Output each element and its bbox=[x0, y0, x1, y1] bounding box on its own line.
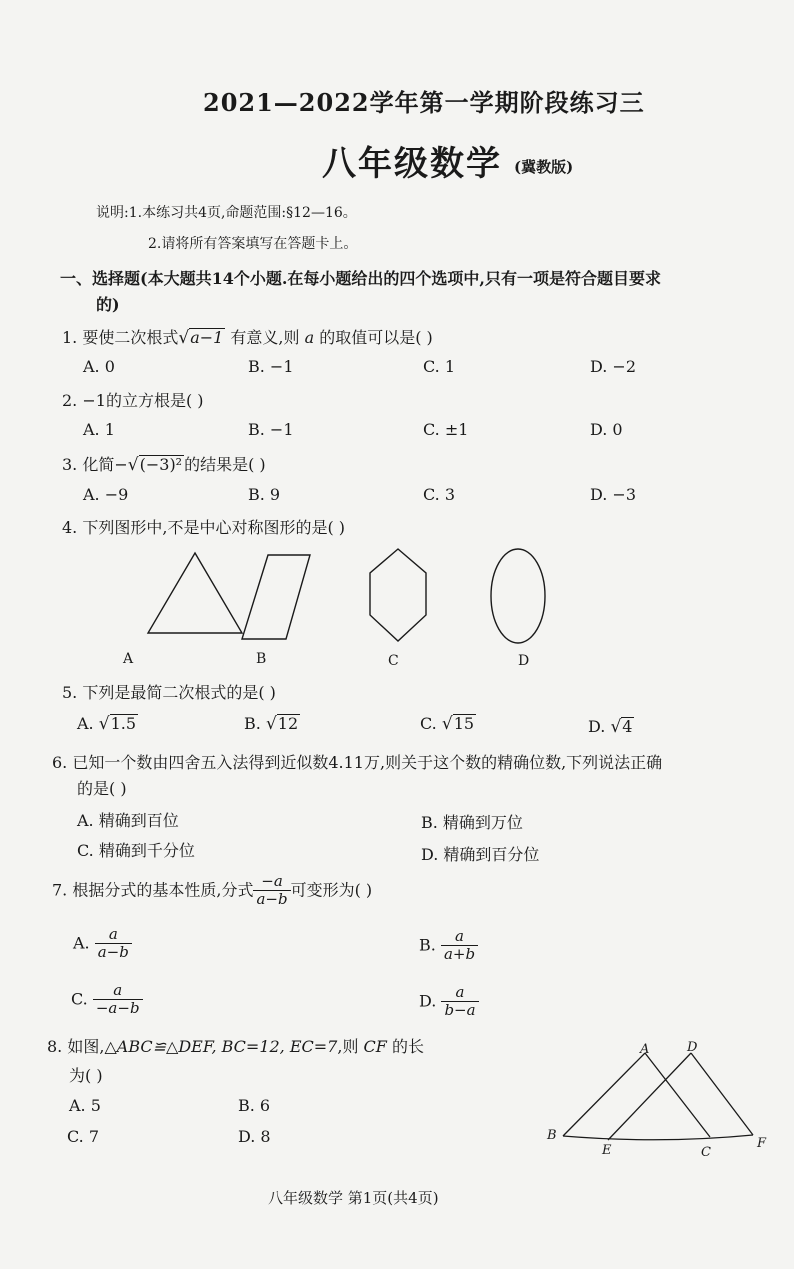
q5-option-a: A. √1.5 bbox=[77, 714, 137, 734]
q6-option-b: B. 精确到万位 bbox=[421, 813, 523, 832]
q3-option-d: D. −3 bbox=[590, 485, 637, 504]
q2-option-d: D. 0 bbox=[590, 420, 623, 439]
q4-label-a: A bbox=[123, 651, 134, 667]
q2-option-c: C. ±1 bbox=[423, 420, 469, 439]
label-f: F bbox=[757, 1136, 767, 1151]
q1-option-c: C. 1 bbox=[423, 357, 456, 376]
question-5: 5. 下列是最简二次根式的是( ) bbox=[62, 683, 276, 702]
q7-option-b: B. $\frac{a}{a+b}$ bbox=[419, 928, 478, 964]
question-1: 1. 要使二次根式√a−1 有意义,则 a 的取值可以是( ) bbox=[62, 328, 433, 348]
label-b: B bbox=[547, 1128, 557, 1143]
q4-label-c: C bbox=[388, 653, 399, 669]
triangle-shape bbox=[148, 553, 242, 633]
question-8: 8. 如图,△ABC≌△DEF, BC=12, EC=7,则 CF 的长 bbox=[47, 1037, 424, 1056]
q3-option-a: A. −9 bbox=[83, 485, 129, 504]
parallelogram-shape bbox=[242, 555, 310, 639]
q1-pre: 1. 要使二次根式 bbox=[62, 328, 179, 347]
q3-pre: 3. 化简− bbox=[62, 455, 128, 474]
segment-ab bbox=[563, 1053, 645, 1136]
question-8-cont: 为( ) bbox=[69, 1066, 103, 1085]
q8-triangle-figure bbox=[540, 1036, 770, 1166]
q1-radicand: a−1 bbox=[190, 328, 224, 347]
q7-option-c: C. $\frac{a}{-a-b}$ bbox=[71, 982, 143, 1018]
note-line-2: 2.请将所有答案填写在答题卡上。 bbox=[148, 236, 358, 252]
q8-math: △ABC≌△DEF, BC=12, EC=7 bbox=[104, 1037, 338, 1056]
edition-label: (冀教版) bbox=[514, 158, 574, 176]
question-7: 7. 根据分式的基本性质,分式 $\frac{-a}{a-b}$ 可变形为( ) bbox=[52, 872, 373, 909]
q7-fraction: $\frac{-a}{a-b}$ bbox=[253, 873, 290, 909]
q3-option-b: B. 9 bbox=[248, 485, 281, 504]
subject-title: 八年级数学 bbox=[322, 144, 502, 184]
exam-title: 2021—2022学年第一学期阶段练习三 bbox=[203, 88, 645, 117]
question-3: 3. 化简−√(−3)² 的结果是( ) bbox=[62, 455, 266, 475]
section-heading-cont: 的) bbox=[96, 295, 120, 314]
q8-option-b: B. 6 bbox=[238, 1096, 271, 1115]
q5-option-c: C. √15 bbox=[420, 714, 475, 734]
question-2: 2. −1的立方根是( ) bbox=[62, 391, 204, 410]
q1-var: a bbox=[304, 328, 315, 347]
q3-post: 的结果是( ) bbox=[184, 455, 266, 474]
q7-option-a: A. $\frac{a}{a-b}$ bbox=[73, 926, 132, 962]
q6-option-a: A. 精确到百位 bbox=[77, 811, 179, 830]
q2-option-a: A. 1 bbox=[83, 420, 115, 439]
q8-option-a: A. 5 bbox=[69, 1096, 101, 1115]
section-heading: 一、选择题(本大题共14个小题.在每小题给出的四个选项中,只有一项是符合题目要求 bbox=[60, 269, 661, 288]
segment-df bbox=[691, 1053, 753, 1135]
q1-option-b: B. −1 bbox=[248, 357, 294, 376]
q6-option-c: C. 精确到千分位 bbox=[77, 841, 195, 860]
page-footer: 八年级数学 第1页(共4页) bbox=[268, 1189, 439, 1207]
label-c: C bbox=[701, 1145, 711, 1160]
q5-option-d: D. √4 bbox=[588, 717, 633, 737]
q4-shapes bbox=[70, 545, 590, 675]
q1-post2: 的取值可以是( ) bbox=[314, 328, 433, 347]
q2-option-b: B. −1 bbox=[248, 420, 294, 439]
label-d: D bbox=[687, 1040, 698, 1055]
question-6: 6. 已知一个数由四舍五入法得到近似数4.11万,则关于这个数的精确位数,下列说法正确 bbox=[52, 753, 663, 772]
q8-option-d: D. 8 bbox=[238, 1127, 271, 1146]
q8-option-c: C. 7 bbox=[67, 1127, 100, 1146]
ellipse-shape bbox=[491, 549, 545, 643]
q3-radicand: (−3)² bbox=[139, 455, 183, 474]
hexagon-shape bbox=[370, 549, 426, 641]
q1-post: 有意义,则 bbox=[225, 328, 305, 347]
q1-option-a: A. 0 bbox=[83, 357, 115, 376]
question-6-cont: 的是( ) bbox=[77, 779, 127, 798]
q5-option-b: B. √12 bbox=[244, 714, 299, 734]
q3-option-c: C. 3 bbox=[423, 485, 456, 504]
label-e: E bbox=[602, 1143, 612, 1158]
q1-option-d: D. −2 bbox=[590, 357, 637, 376]
q4-label-b: B bbox=[256, 651, 267, 667]
question-4: 4. 下列图形中,不是中心对称图形的是( ) bbox=[62, 518, 346, 537]
segment-bf bbox=[563, 1135, 753, 1140]
q4-label-d: D bbox=[518, 653, 530, 669]
note-line-1: 说明:1.本练习共4页,命题范围:§12—16。 bbox=[96, 205, 357, 221]
q7-option-d: D. $\frac{a}{b-a}$ bbox=[419, 984, 479, 1020]
label-a: A bbox=[640, 1042, 650, 1057]
q6-option-d: D. 精确到百分位 bbox=[421, 845, 540, 864]
